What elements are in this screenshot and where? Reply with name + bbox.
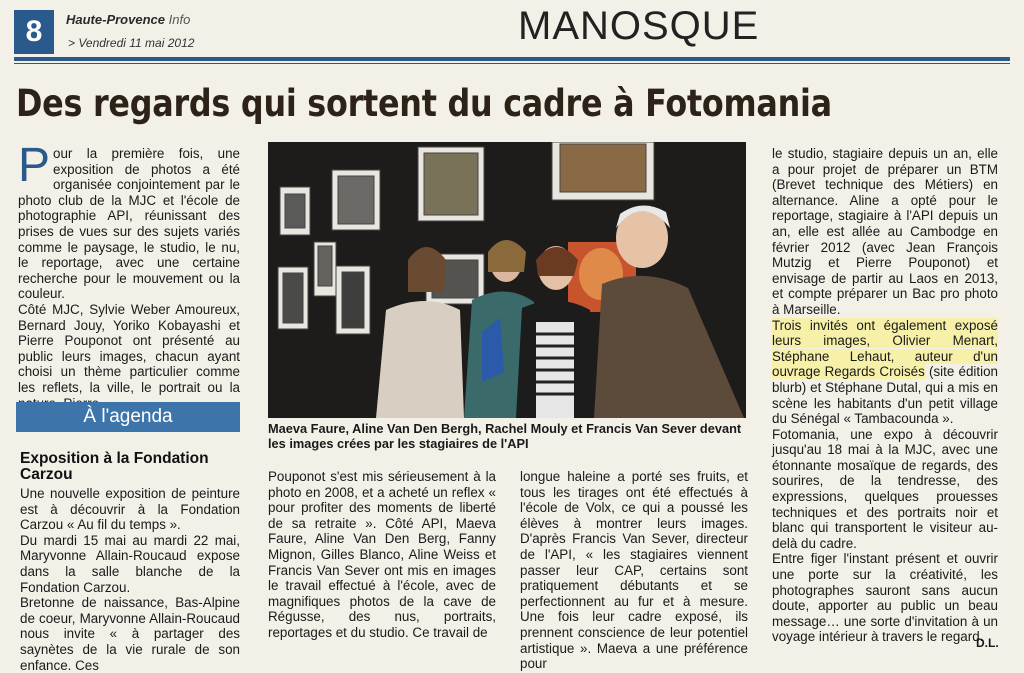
header-rule-thin — [14, 63, 1010, 64]
photo-illustration — [268, 142, 746, 418]
drop-cap: P — [18, 139, 51, 192]
article-paragraph-7: Fotomania, une expo à découvrir jusqu'au 18 mai à la MJC, avec une étonnante mosaïque de regards, des sourires, de la tendresse, des expressions, quelques prouesses techniques et des portraits noir et blanc qui transportent le visiteur au-delà du cadre. — [772, 426, 998, 551]
article-paragraph-3: Pouponot s'est mis sérieusement à la photo en 2008, et a acheté un reflex « pour profiter des moments de liberté de sa retraite ». Côté API, Maeva Faure, Aline Van Den Berg, Fanny Mignon, Gilles Blanco, Aline Weiss et Francis Van Sever ont mis en images le travail effectué à l'école, avec de magnifiques photos de la cave de Régusse, des nus, portraits, reportages et du studio. Ce travail de — [268, 469, 496, 640]
article-column-2 — [268, 469, 496, 641]
highlighted-passage: Trois invités ont également exposé leurs images, Olivier Menart, Stéphane Lehaut, auteur d'un ouvrage Regards Croisés — [772, 317, 998, 380]
agenda-paragraph-2: Du mardi 15 mai au mardi 22 mai, Maryvonne Allain-Roucaud expose dans la salle blanche de la Fondation Carzou. — [20, 532, 240, 595]
article-paragraph-1: our la première fois, une exposition de photos a été organisée conjointement par le photo club de la MJC et l'école de photographie API, réunissant des prises de vues sur des sujets variés comme le paysage, le studio, le nu, le reportage, avec une certaine recherche pour le mouvement ou la couleur. — [18, 146, 240, 302]
agenda-title: Exposition à la Fondation Carzou — [20, 450, 209, 483]
article-paragraph-6 — [772, 318, 998, 427]
section-title: MANOSQUE — [518, 4, 760, 48]
agenda-paragraph-1: Une nouvelle exposition de peinture est à découvrir à la Fondation Carzou « Au fil du temps ». — [20, 486, 240, 533]
article-paragraph-2: Côté MJC, Sylvie Weber Amoureux, Bernard Jouy, Yoriko Kobayashi et Pierre Pouponot ont présenté au public leurs images, chacun ayant choisi un thème particulier comme les reflets, la ville, le portrait ou la — [18, 301, 240, 395]
agenda-text — [20, 486, 240, 673]
article-paragraph-5: le studio, stagiaire depuis un an, elle a pour projet de préparer un BTM (Brevet technique des Métiers) en alternance. Aline a opté pour le reportage, stagiaire à l'API depuis un an, elle est allée au Cambodge en février 2012 (avec Jean François Mutzig et Pierre Pouponot) et envisage de partir au Laos en 2013, et compte préparer un Bac pro photo à Marseille. — [772, 146, 998, 317]
newspaper-name — [66, 12, 190, 27]
article-column-1 — [18, 139, 240, 411]
agenda-paragraph-3: Bretonne de naissance, Bas-Alpine de coeur, Maryvonne Allain-Roucaud nous invite « à partager des saynètes de la vie rurale de son enfance. Ces — [20, 595, 240, 673]
article-paragraph-8: Entre figer l'instant présent et ouvrir une porte sur la créativité, les photographes sauront sans aucun doute, apporter au public un beau message… une sorte d'invitation à un voyage intérieur à travers le regard. — [772, 551, 998, 645]
article-paragraph-4: longue haleine a porté ses fruits, et tous les tirages ont été effectués à l'école de Volx, ce qui a poussé les élèves à montrer leurs images. D'après Francis Van Sever, directeur de l'API, « les stagiaires viennent passer leur CAP, certains sont pratiquement débutants et se perfectionnent au fur et à mesure. Une fois leur cadre exposé, ils prennent conscience de leur potentiel artistique ». Maeva a une préférence pour — [520, 469, 748, 672]
article-headline: Des regards qui sortent du cadre à Fotomania — [16, 82, 832, 125]
issue-date: > Vendredi 11 mai 2012 — [68, 36, 195, 50]
header-rule — [14, 57, 1010, 61]
article-column-4 — [772, 146, 998, 645]
page-number: 8 — [14, 10, 54, 54]
author-signature: D.L. — [976, 636, 999, 650]
photo-caption: Maeva Faure, Aline Van Den Bergh, Rachel Mouly et Francis Van Sever devant les images crées par les stagiaires de l'API — [268, 421, 742, 451]
newspaper-title: Haute-Provence — [66, 12, 165, 27]
article-column-3 — [520, 469, 748, 672]
article-paragraph-6-rest: (site édition blurb) et Stéphane Dutal, qui a mis en scène les habitants d'un petit village du Sénégal « Tambacounda ». — [772, 364, 998, 427]
article-photo — [268, 142, 746, 418]
newspaper-suffix: Info — [168, 12, 191, 27]
agenda-banner: À l'agenda — [16, 402, 240, 432]
